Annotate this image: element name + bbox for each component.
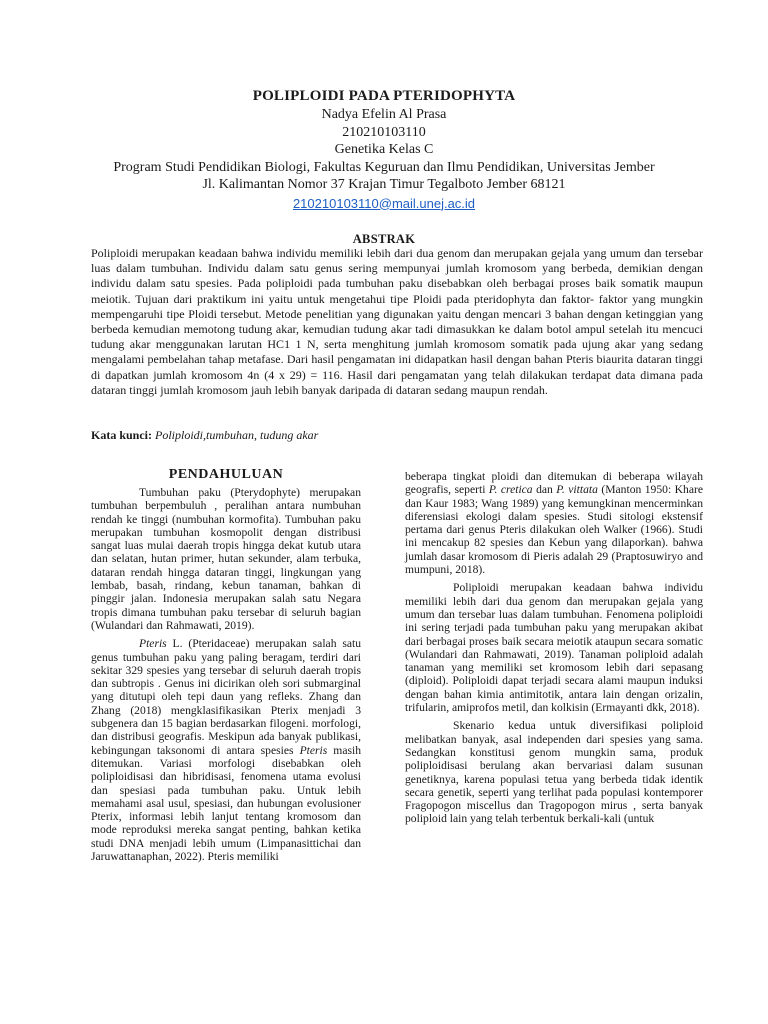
abstract-heading: ABSTRAK <box>352 232 416 246</box>
intro-paragraph-3: Poliploidi merupakan keadaan bahwa individu memiliki lebih dari dua genom dan merupakan gejala yang umum dan tersebar luas dalam tumbuhan. Fenomena poliploidi ini sering terjadi pada tumbuhan paku yang merupakan akibat dari berbagai proses baik secara meiotik ataupun secara somatic (Wulandari dan Rahmawati, 2019). Tanaman poliploid adalah tanaman yang memiliki set kromosom lebih dari sepasang (diploid). Poliploidi dapat terjadi secara alami maupun induksi dengan bahan kimia antimitotik, antara lain dengan orizalin, trifularin, amiprofos metil, dan kolkisin (Ermayanti dkk, 2018). <box>405 581 703 715</box>
address: Jl. Kalimantan Nomor 37 Krajan Timur Tegalboto Jember 68121 <box>202 177 566 192</box>
keywords <box>91 428 703 443</box>
email-link[interactable]: 210210103110@mail.unej.ac.id <box>292 195 476 211</box>
paragraph-text: (Manton 1950: Khare dan Kaur 1983; Wang 1989) yang kemungkinan mencerminkan diferensiasi ekologi dalam spesies. Studi sitologi ekstensif pertama dari genus Pteris dilakukan oleh Walker (1966). Studi ini mencakup 82 spesies dan Kebun yang dilaporkan). bahwa jumlah dasar kromosom di Pieris adalah 29 (Praptosuwiryo and mumpuni, 2018). <box>405 483 703 577</box>
paper-title: POLIPLOIDI PADA PTERIDOPHYTA <box>252 88 516 104</box>
intro-paragraph-2 <box>91 637 361 863</box>
paragraph-text: dan <box>532 483 557 497</box>
intro-paragraph-4: Skenario kedua untuk diversifikasi poliploid melibatkan banyak, asal independen dari spesies yang sama. Sedangkan konstitusi genom mungkin sama, produk poliploidisasi berulang akan bervariasi dalam susunan genetiknya, karena populasi tetua yang berbeda tidak identik secara genetik, seperti yang terlihat pada populasi kontemporer Fragopogon miscellus dan Tragopogon mirus , serta banyak poliploid lain yang telah terbentuk berkali-kali (untuk <box>405 719 703 826</box>
abstract-text: Poliploidi merupakan keadaan bahwa individu memiliki lebih dari dua genom dan merupakan gejala yang umum dan tersebar luas dalam tumbuhan. Individu dalam satu genus sering mempunyai jumlah kromosom yang berbeda, demikian dengan individu dalam satu spesies. Pada poliploidi pada tumbuhan paku disebabkan oleh berbagai proses baik somatik maupun meiotik. Tujuan dari praktikum ini yaitu untuk mengetahui tipe Ploidi pada pteridophyta dan faktor- faktor yang mungkin mempengaruhi tipe Ploidi tersebut. Metode penelitian yang digunakan yaitu dengan mencari 3 bahan dengan ketinggian yang berbeda kemudian memotong tudung akar, kemudian tudung akar tadi dimasukkan ke dalam botol ampul setelah itu mencuci tudung akar menggunakan larutan HC1 1 N, serta menghitung jumlah kromosom somatik pada ujung akar yang sedang mengalami pembelahan tahap metafase. Dari hasil pengamatan ini didapatkan hasil dengan bahan Pteris biaurita dataran tinggi di dapatkan jumlah kromosom 4n (4 x 29) = 116. Hasil dari pengamatan yang telah dilakukan terdapat data dimana pada dataran tinggi jumlah kromosom jauh lebih banyak daripada di dataran sedang maupun rendah. <box>91 246 703 397</box>
species-name: Pteris <box>299 743 328 757</box>
paragraph-text: beberapa tingkat ploidi dan ditemukan di beberapa wilayah geografis, seperti <box>405 470 703 497</box>
student-id: 210210103110 <box>342 124 426 140</box>
section-heading-pendahuluan: PENDAHULUAN <box>168 467 284 482</box>
keywords-label: Kata kunci: <box>91 428 153 442</box>
paragraph-text: masih ditemukan. Variasi morfologi disebabkan oleh poliploidisasi dan hibridisasi, fenomena utama evolusi dan spesiasi pada tumbuhan paku. Untuk lebih memahami asal usul, spesiasi, dan hubungan evolusioner Pterix, informasi lebih lanjut tentang kromosom dan mode reproduksi mereka sangat penting, bahkan ketika studi DNA menjadi lebih umum (Limpanasittichai dan Jaruwattanaphan, 2022). Pteris memiliki <box>91 743 361 864</box>
author-name: Nadya Efelin Al Prasa <box>321 107 447 122</box>
left-column <box>91 466 361 868</box>
class-name: Genetika Kelas C <box>334 142 434 157</box>
species-name: P. vittata <box>556 483 598 497</box>
affiliation: Program Studi Pendidikan Biologi, Fakultas Keguruan dan Ilmu Pendidikan, Universitas Jember <box>113 159 655 175</box>
intro-paragraph-2-continued <box>405 470 703 576</box>
intro-paragraph-1: Tumbuhan paku (Pterydophyte) merupakan tumbuhan berpembuluh , peralihan antara numbuhan rendah ke tinggi (numbuhan kormofita). Tumbuhan paku merupakan tumbuhan kosmopolit dengan distribusi sangat luas mulai daerah tropis hingga dekat kutub utara dan selatan, hutan primer, hutan sekunder, alam terbuka, dataran rendah hingga dataran tinggi, lingkungan yang lembab, basah, rindang, kebun tanaman, bahkan di pinggir jalan. Indonesia merupakan salah satu Negara tropis dimana tumbuhan paku tersebar di seluruh bagian (Wulandari dan Rahmawati, 2019). <box>91 486 361 632</box>
paragraph-text: L. (Pteridaceae) merupakan salah satu genus tumbuhan paku yang paling beragam, terdiri dari sekitar 329 spesies yang tersebar di seluruh daerah tropis dan subtropis . Genus ini dicirikan oleh sori submarginal yang ditutupi oleh tepi daun yang refleks. Zhang dan Zhang (2018) mengklasifikasikan Pterix menjadi 3 subgenera dan 15 bagian berdasarkan filogeni. morfologi, dan distribusi geografis. Meskipun ada banyak publikasi, kebingungan taksonomi di antara spesies <box>91 637 361 757</box>
keywords-value: Poliploidi,tumbuhan, tudung akar <box>155 428 319 442</box>
right-column <box>405 470 703 831</box>
paper-header <box>0 86 768 213</box>
species-name: P. cretica <box>488 483 533 497</box>
species-name: Pteris <box>139 637 167 651</box>
